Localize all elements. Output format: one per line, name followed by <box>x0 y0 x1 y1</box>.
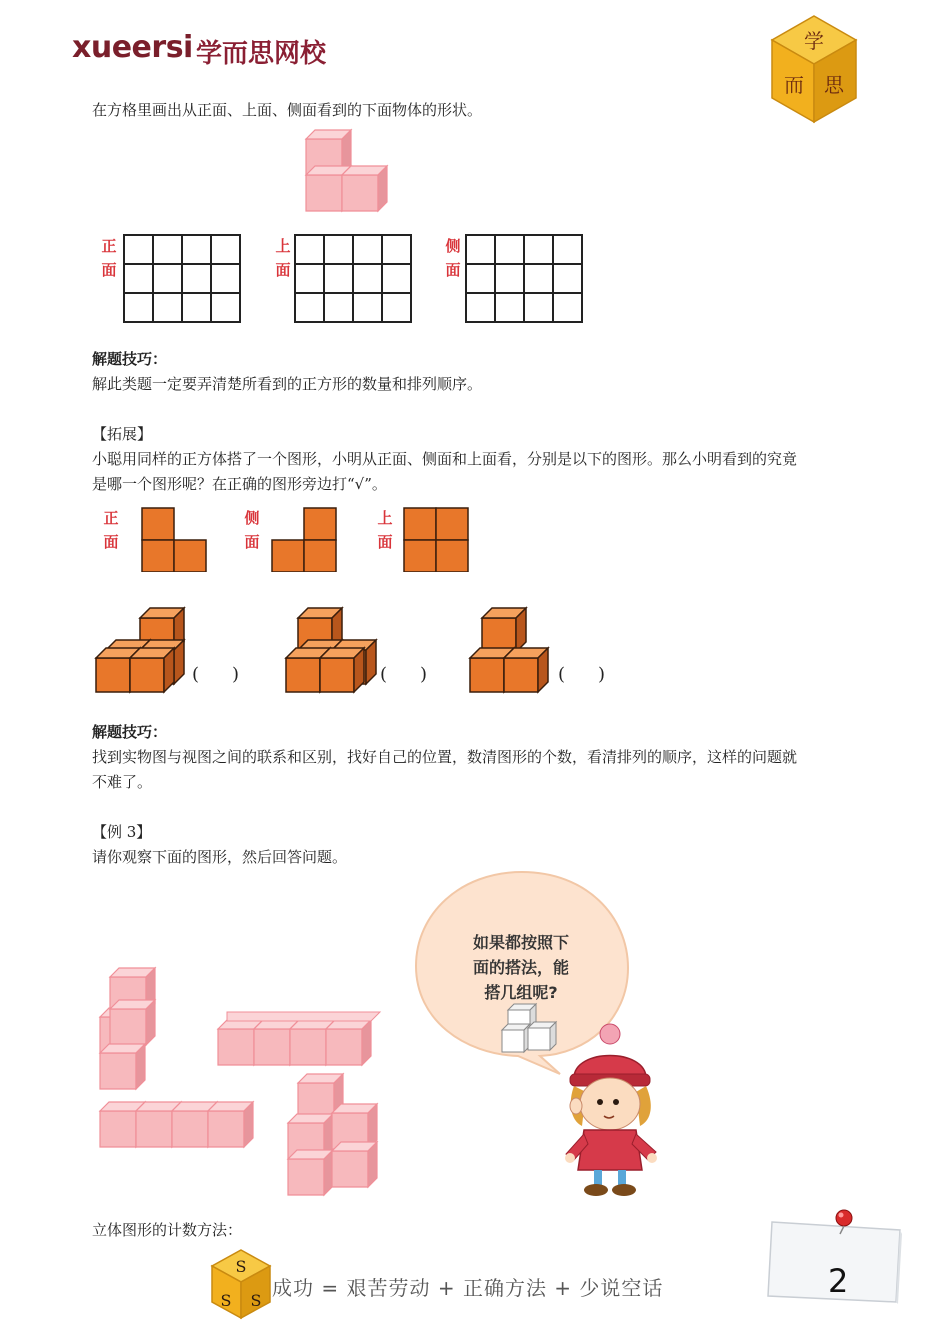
side-view-figure <box>270 506 340 572</box>
option-b-figure <box>284 604 384 694</box>
speech-bubble-text: 如果都按照下 面的搭法，能 搭几组呢? <box>472 933 569 1002</box>
page-number: 2 <box>828 1262 849 1300</box>
horizontal-cube-row-top <box>214 1008 386 1070</box>
option-a-answer-box[interactable] <box>200 664 230 688</box>
footer-slogan: 成功 = 艰苦劳动 + 正确方法 + 少说空话 <box>272 1276 664 1300</box>
white-cube-example <box>498 1002 568 1056</box>
option-a-paren-open: ( <box>192 664 200 685</box>
logo-char-xue: 学 <box>804 29 824 53</box>
option-a-figure <box>94 604 194 694</box>
svg-text:S: S <box>250 1291 262 1310</box>
option-b-paren-close: ) <box>420 664 428 685</box>
stepped-cube-stack <box>284 1070 388 1200</box>
sss-badge-icon <box>210 1248 272 1320</box>
q1-pink-cube-figure <box>300 124 410 214</box>
extension-line-1: 小聪用同样的正方体搭了一个图形，小明从正面、侧面和上面看，分别是以下的图形。那么小明看到的究竟 <box>92 450 798 468</box>
q1-instruction: 在方格里画出从正面、上面、侧面看到的下面物体的形状。 <box>92 101 483 119</box>
brand-name-cn: 学而思网校 <box>196 39 327 69</box>
counting-method-label: 立体图形的计数方法： <box>92 1221 243 1239</box>
top-view-figure <box>402 506 472 572</box>
answer-grid-top[interactable] <box>294 234 412 323</box>
grid-label-side: 侧 面 <box>445 237 461 279</box>
option-c-figure <box>468 604 568 694</box>
tip2-title: 解题技巧： <box>92 723 168 741</box>
brand-name-en: xueersi <box>72 30 193 65</box>
view-label-front: 正 面 <box>103 509 119 551</box>
horizontal-cube-row-bottom <box>96 1098 260 1150</box>
logo-char-er: 而 <box>784 73 804 97</box>
example3-title: 【例 3】 <box>92 823 152 841</box>
tip2-line-2: 不难了。 <box>92 773 153 791</box>
answer-grid-side[interactable] <box>465 234 583 323</box>
view-label-side: 侧 面 <box>244 509 260 551</box>
tip1-text: 解此类题一定要弄清楚所看到的正方形的数量和排列顺序。 <box>92 375 483 393</box>
grid-label-top: 上 面 <box>275 237 291 279</box>
xueersi-cube-logo <box>770 14 858 126</box>
extension-line-2: 是哪一个图形呢？在正确的图形旁边打“√”。 <box>92 475 387 493</box>
view-label-top: 上 面 <box>377 509 393 551</box>
answer-grid-front[interactable] <box>123 234 241 323</box>
svg-text:S: S <box>220 1291 232 1310</box>
option-a-paren-close: ) <box>232 664 240 685</box>
girl-mascot <box>560 1022 670 1200</box>
option-c-answer-box[interactable] <box>566 664 596 688</box>
option-c-paren-close: ) <box>598 664 606 685</box>
svg-text:S: S <box>235 1257 247 1276</box>
vertical-cube-column <box>96 964 162 1094</box>
example3-text: 请你观察下面的图形，然后回答问题。 <box>92 848 348 866</box>
tip2-line-1: 找到实物图与视图之间的联系和区别，找好自己的位置，数清图形的个数，看清排列的顺序，这样的问题就 <box>92 748 798 766</box>
option-b-answer-box[interactable] <box>388 664 418 688</box>
tip1-title: 解题技巧： <box>92 350 168 368</box>
option-b-paren-open: ( <box>380 664 388 685</box>
grid-label-front: 正 面 <box>101 237 117 279</box>
extension-title: 【拓展】 <box>92 425 153 443</box>
option-c-paren-open: ( <box>558 664 566 685</box>
logo-char-si: 思 <box>824 73 844 97</box>
front-view-figure <box>140 506 210 572</box>
